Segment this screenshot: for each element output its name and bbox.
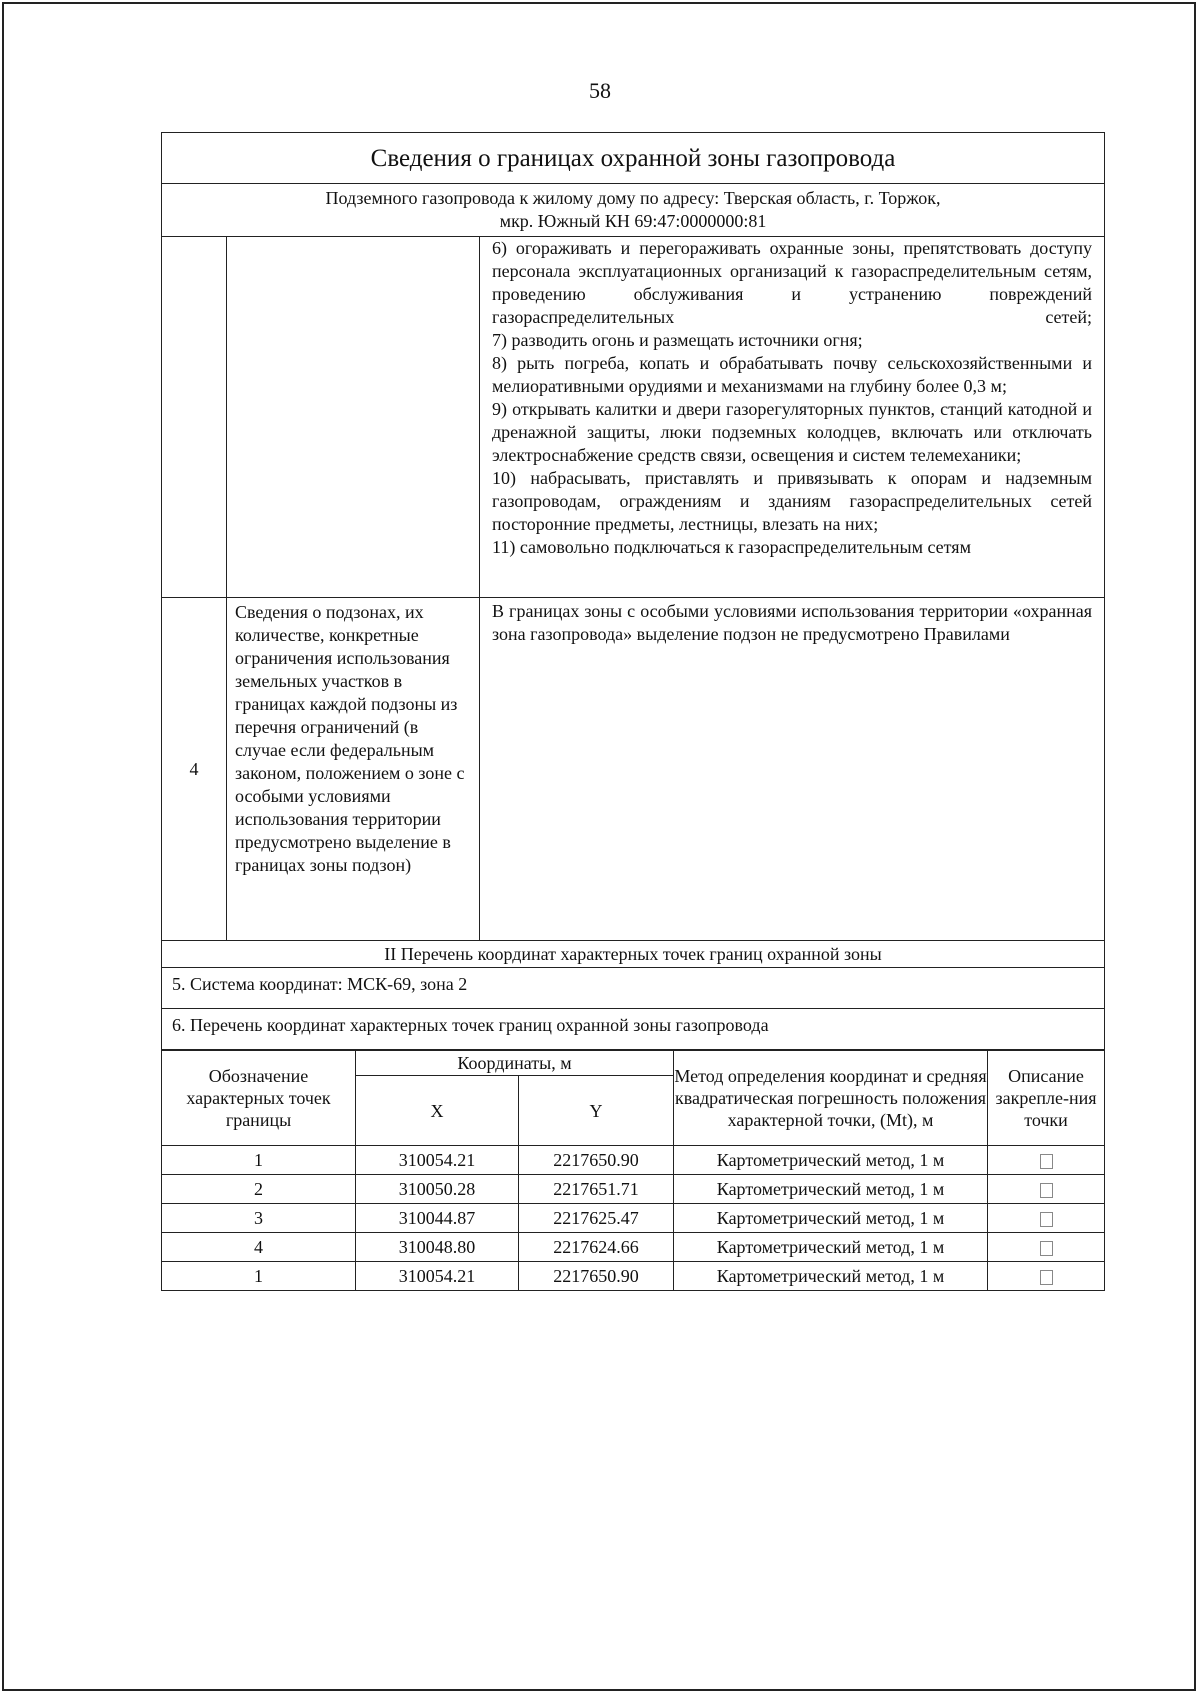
cell-x: 310054.21 xyxy=(356,1262,519,1291)
cell-description xyxy=(988,1204,1105,1233)
header-description: Описание закрепле-ния точки xyxy=(988,1051,1105,1146)
zone-info-table xyxy=(161,132,1105,1050)
cell-description xyxy=(988,1146,1105,1175)
cell-y: 2217650.90 xyxy=(519,1262,674,1291)
table-row xyxy=(162,1146,1105,1175)
cell-x: 310050.28 xyxy=(356,1175,519,1204)
rule-7: 7) разводить огонь и размещать источники огня; xyxy=(492,330,863,350)
cell-method: Картометрический метод, 1 м xyxy=(674,1175,988,1204)
missing-glyph-box-icon xyxy=(1040,1241,1053,1256)
document-title: Сведения о границах охранной зоны газопровода xyxy=(162,133,1105,184)
cell-description xyxy=(988,1262,1105,1291)
cell-method: Картометрический метод, 1 м xyxy=(674,1146,988,1175)
subzone-info-label: Сведения о подзонах, их количестве, конкретные ограничения использования земельных участков в границах каждой подзоны из перечня ограничений (в случае если федеральным законом, положением о зоне с особыми условиями использования территории предусмотрено выделение в границах зоны подзон) xyxy=(227,598,480,941)
cell-method: Картометрический метод, 1 м xyxy=(674,1262,988,1291)
cell-point: 3 xyxy=(162,1204,356,1233)
row-number: 4 xyxy=(162,598,227,941)
subzone-info-value: В границах зоны с особыми условиями использования территории «охранная зона газопровода» выделение подзон не предусмотрено Правилами xyxy=(480,598,1105,941)
cell-point: 1 xyxy=(162,1146,356,1175)
table-row xyxy=(162,1175,1105,1204)
missing-glyph-box-icon xyxy=(1040,1212,1053,1227)
header-x: X xyxy=(356,1076,519,1146)
cell-point: 1 xyxy=(162,1262,356,1291)
header-coordinates: Координаты, м xyxy=(356,1051,674,1076)
cell-method: Картометрический метод, 1 м xyxy=(674,1233,988,1262)
header-point: Обозначение характерных точек границы xyxy=(162,1051,356,1146)
empty-number-cell xyxy=(162,237,227,598)
rule-8: 8) рыть погреба, копать и обрабатывать почву сельскохозяйственными и мелиоративными орудиями и механизмами на глубину более 0,3 м; xyxy=(492,353,1093,396)
table-row xyxy=(162,1204,1105,1233)
cell-point: 4 xyxy=(162,1233,356,1262)
cell-y: 2217624.66 xyxy=(519,1233,674,1262)
document-subtitle xyxy=(162,184,1105,237)
missing-glyph-box-icon xyxy=(1040,1183,1053,1198)
missing-glyph-box-icon xyxy=(1040,1154,1053,1169)
rule-9: 9) открывать калитки и двери газорегуляторных пунктов, станций катодной и дренажной защиты, люки подземных колодцев, включать или отключать электроснабжение средств связи, освещения и систем телемеханики; xyxy=(492,399,1093,465)
cell-description xyxy=(988,1233,1105,1262)
cell-y: 2217625.47 xyxy=(519,1204,674,1233)
restrictions-list xyxy=(480,237,1105,598)
rule-6: 6) огораживать и перегораживать охранные зоны, препятствовать доступу персонала эксплуатационных организаций к газораспределительным сетям, проведению обслуживания и устранению повреждений газораспределительных сетей; xyxy=(492,238,1093,327)
cell-description xyxy=(988,1175,1105,1204)
cell-method: Картометрический метод, 1 м xyxy=(674,1204,988,1233)
table-row xyxy=(162,1262,1105,1291)
rule-11: 11) самовольно подключаться к газораспределительным сетям xyxy=(492,537,971,557)
missing-glyph-box-icon xyxy=(1040,1270,1053,1285)
empty-name-cell xyxy=(227,237,480,598)
subtitle-line-2: мкр. Южный КН 69:47:0000000:81 xyxy=(499,211,767,231)
rule-10: 10) набрасывать, приставлять и привязывать к опорам и надземным газопроводам, ограждениям и зданиям газораспределительных сетей посторонние предметы, лестницы, влезать на них; xyxy=(492,468,1093,534)
table-row xyxy=(162,1233,1105,1262)
cell-x: 310048.80 xyxy=(356,1233,519,1262)
section-heading: II Перечень координат характерных точек границ охранной зоны xyxy=(162,941,1105,968)
header-method: Метод определения координат и средняя квадратическая погрешность положения характерной точки, (Mt), м xyxy=(674,1051,988,1146)
cell-point: 2 xyxy=(162,1175,356,1204)
page-number: 58 xyxy=(589,78,611,103)
subtitle-line-1: Подземного газопровода к жилому дому по адресу: Тверская область, г. Торжок, xyxy=(325,188,941,208)
coordinates-table xyxy=(161,1050,1105,1291)
cell-y: 2217650.90 xyxy=(519,1146,674,1175)
header-y: Y xyxy=(519,1076,674,1146)
cell-y: 2217651.71 xyxy=(519,1175,674,1204)
cell-x: 310044.87 xyxy=(356,1204,519,1233)
cell-x: 310054.21 xyxy=(356,1146,519,1175)
coordinate-system: 5. Система координат: МСК-69, зона 2 xyxy=(162,968,1105,1009)
coordinate-list-title: 6. Перечень координат характерных точек границ охранной зоны газопровода xyxy=(162,1009,1105,1050)
